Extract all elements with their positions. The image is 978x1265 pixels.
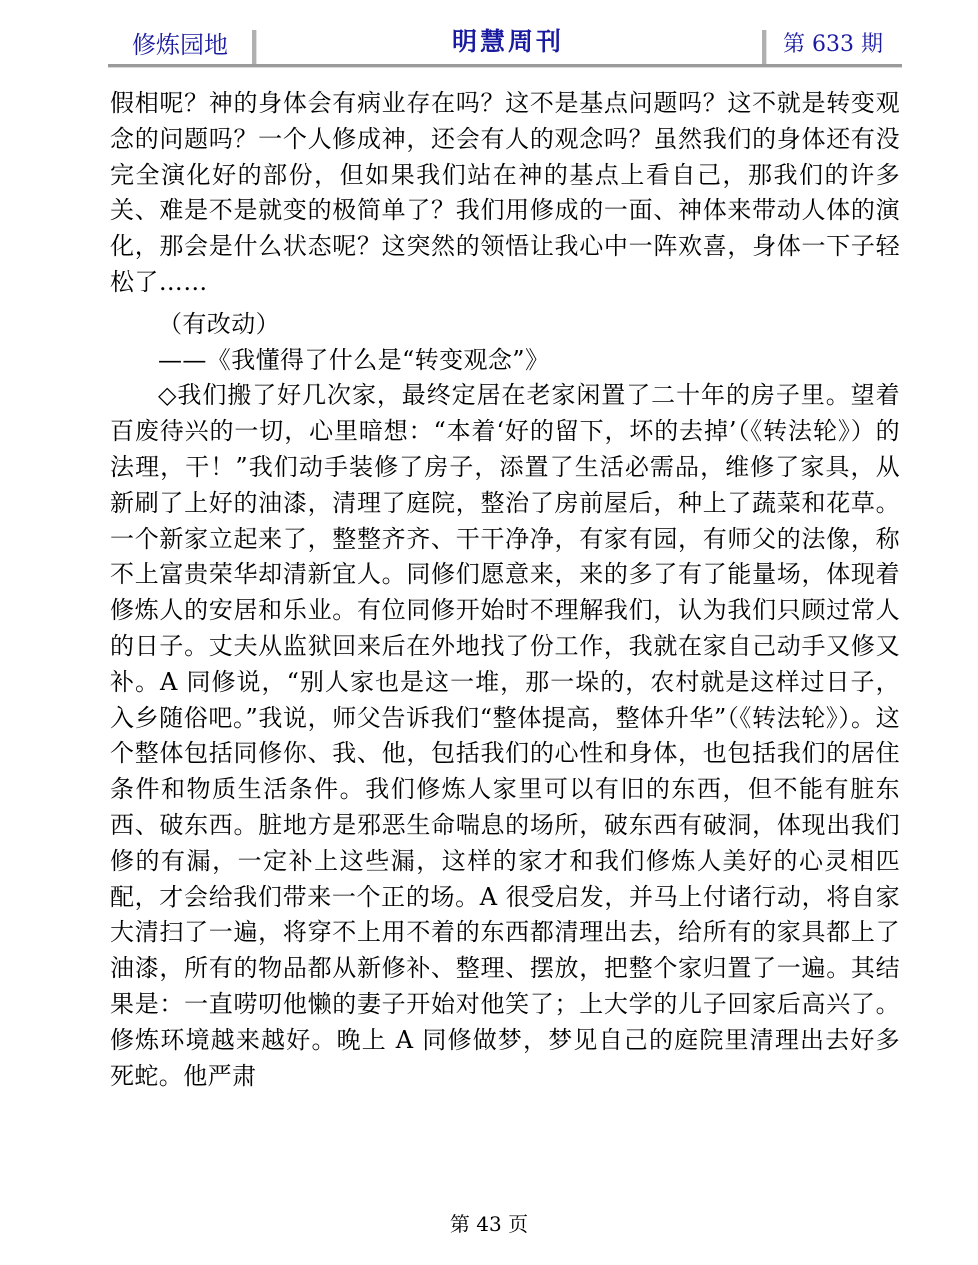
header-rule bbox=[108, 64, 902, 68]
publication-title: 明慧周刊 bbox=[451, 27, 564, 56]
source-citation: ——《我懂得了什么是“转变观念”》 bbox=[158, 345, 550, 374]
issue-number: 第 633 期 bbox=[783, 32, 883, 57]
paragraph-main: ◇我们搬了好几次家，最终定居在老家闲置了二十年的房子里。望着百废待兴的一切，心里暗想：“本着‘好的留下，坏的去掉’（《转法轮》）的法理，干！”我们动手装修了房子，添置了生活必需品，维修了家具，从新刷了上好的油漆，清理了庭院，整治了房前屋后，种上了蔬菜和花草。一个新家立起来了，整整齐齐、干干净净，有家有园，有师父的法像，称不上富贵荣华却清新宜人。同修们愿意来，来的多了有了能量场，体现着修炼人的安居和乐业。有位同修开始时不理解我们，认为我们只顾过常人的日子。丈夫从监狱回来后在外地找了份工作，我就在家自己动手又修又补。A 同修说，“别人家也是这一堆，那一垛的，农村就是这样过日子，入乡随俗吧。”我说，师父告诉我们“整体提高，整体升华”（《转法轮》）。这个整体包括同修你、我、他，包括我们的心性和身体，也包括我们的居住条件和物质生活条件。我们修炼人家里可以有旧的东西，但不能有脏东西、破东西。脏地方是邪恶生命喘息的场所，破东西有破洞，体现出我们修的有漏，一定补上这些漏，这样的家才和我们修炼人美好的心灵相匹配，才会给我们带来一个正的场。A 很受启发，并马上付诸行动，将自家大清扫了一遍，将穿不上用不着的东西都清理出去，给所有的家具都上了油漆，所有的物品都从新修补、整理、摆放，把整个家归置了一遍。其结果是：一直唠叨他懒的妻子开始对他笑了；上大学的儿子回家后高兴了。修炼环境越来越好。晚上 A 同修做梦，梦见自己的庭院里清理出去好多死蛇。他严肃 bbox=[110, 381, 900, 1090]
article-body bbox=[110, 86, 900, 1094]
section-title: 修炼园地 bbox=[132, 31, 228, 59]
paragraph-continued: 假相呢？神的身体会有病业存在吗？这不是基点问题吗？这不就是转变观念的问题吗？一个人修成神，还会有人的观念吗？虽然我们的身体还有没完全演化好的部份，但如果我们站在神的基点上看自己，那我们的许多关、难是不是就变的极简单了？我们用修成的一面、神体来带动人体的演化，那会是什么状态呢？这突然的领悟让我心中一阵欢喜，身体一下子轻松了…… bbox=[110, 89, 900, 296]
page-number: 第 43 页 bbox=[449, 1212, 529, 1236]
page-header bbox=[108, 22, 900, 68]
edit-note: （有改动） bbox=[158, 309, 280, 338]
